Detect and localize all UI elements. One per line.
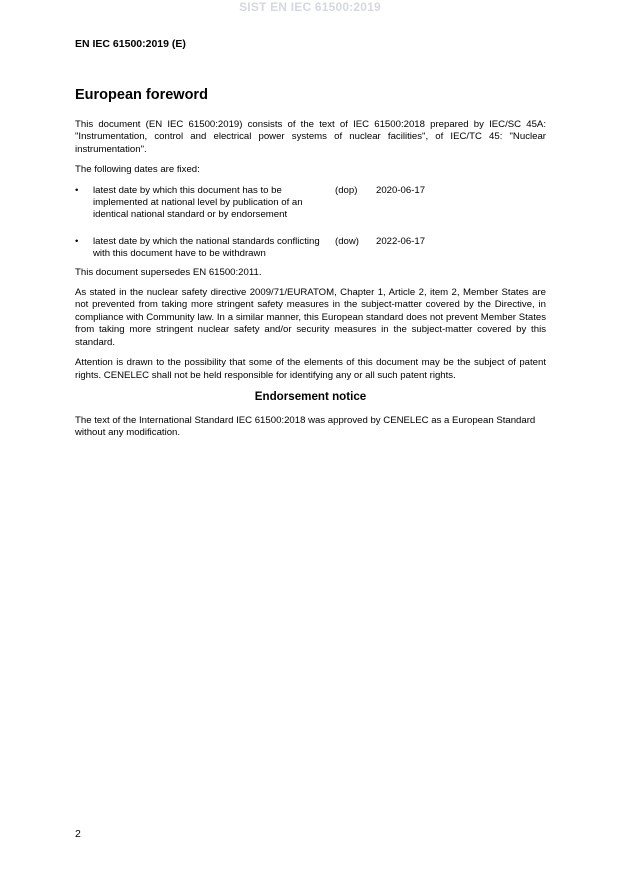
dates-list xyxy=(75,185,546,261)
bullet: • xyxy=(75,235,79,247)
watermark: SIST EN IEC 61500:2019 xyxy=(239,0,381,14)
endorsement-text: The text of the International Standard IEC 61500:2018 was approved by CENELEC as a European Standard without any modification. xyxy=(75,414,536,439)
patent-text: Attention is drawn to the possibility that some of the elements of this document may be the subject of patent rights. CENELEC shall not be held responsible for identifying any or all such patent rights. xyxy=(75,357,546,381)
date-item-dow xyxy=(75,236,546,261)
supersedes-text: This document supersedes EN 61500:2011. xyxy=(75,266,262,278)
date-code: (dop) xyxy=(335,184,358,196)
foreword-intro: This document (EN IEC 61500:2019) consists of the text of IEC 61500:2018 prepared by IEC/SC 45A: "Instrumentation, control and electrical power systems of nuclear facilities", of IEC/TC 45: "Nuclear instrumentation". xyxy=(75,119,546,155)
date-description: latest date by which the national standards conflicting with this document have to be withdrawn xyxy=(93,235,320,260)
date-item-dop xyxy=(75,185,546,222)
document-header: EN IEC 61500:2019 (E) xyxy=(75,38,186,50)
date-description: latest date by which this document has to be implemented at national level by publication of an identical national standard or by endorsement xyxy=(93,184,303,221)
bullet: • xyxy=(75,184,79,196)
date-value: 2022-06-17 xyxy=(376,235,426,247)
date-value: 2020-06-17 xyxy=(376,184,426,196)
foreword-title: European foreword xyxy=(75,87,208,103)
directive-text: As stated in the nuclear safety directive 2009/71/EURATOM, Chapter 1, Article 2, item 2, Member States are not prevented from taking more stringent safety measures in the subject-matter covered by the Directive, in compliance with Community law. In a similar manner, this European standard does not prevent Member States from taking more stringent nuclear safety and/or security measures in the subject-matter covered by this standard. xyxy=(75,287,546,348)
endorsement-title: Endorsement notice xyxy=(254,389,367,403)
page-content xyxy=(75,86,546,448)
page-number: 2 xyxy=(75,828,81,840)
dates-intro: The following dates are fixed: xyxy=(75,164,200,176)
date-code: (dow) xyxy=(335,235,359,247)
